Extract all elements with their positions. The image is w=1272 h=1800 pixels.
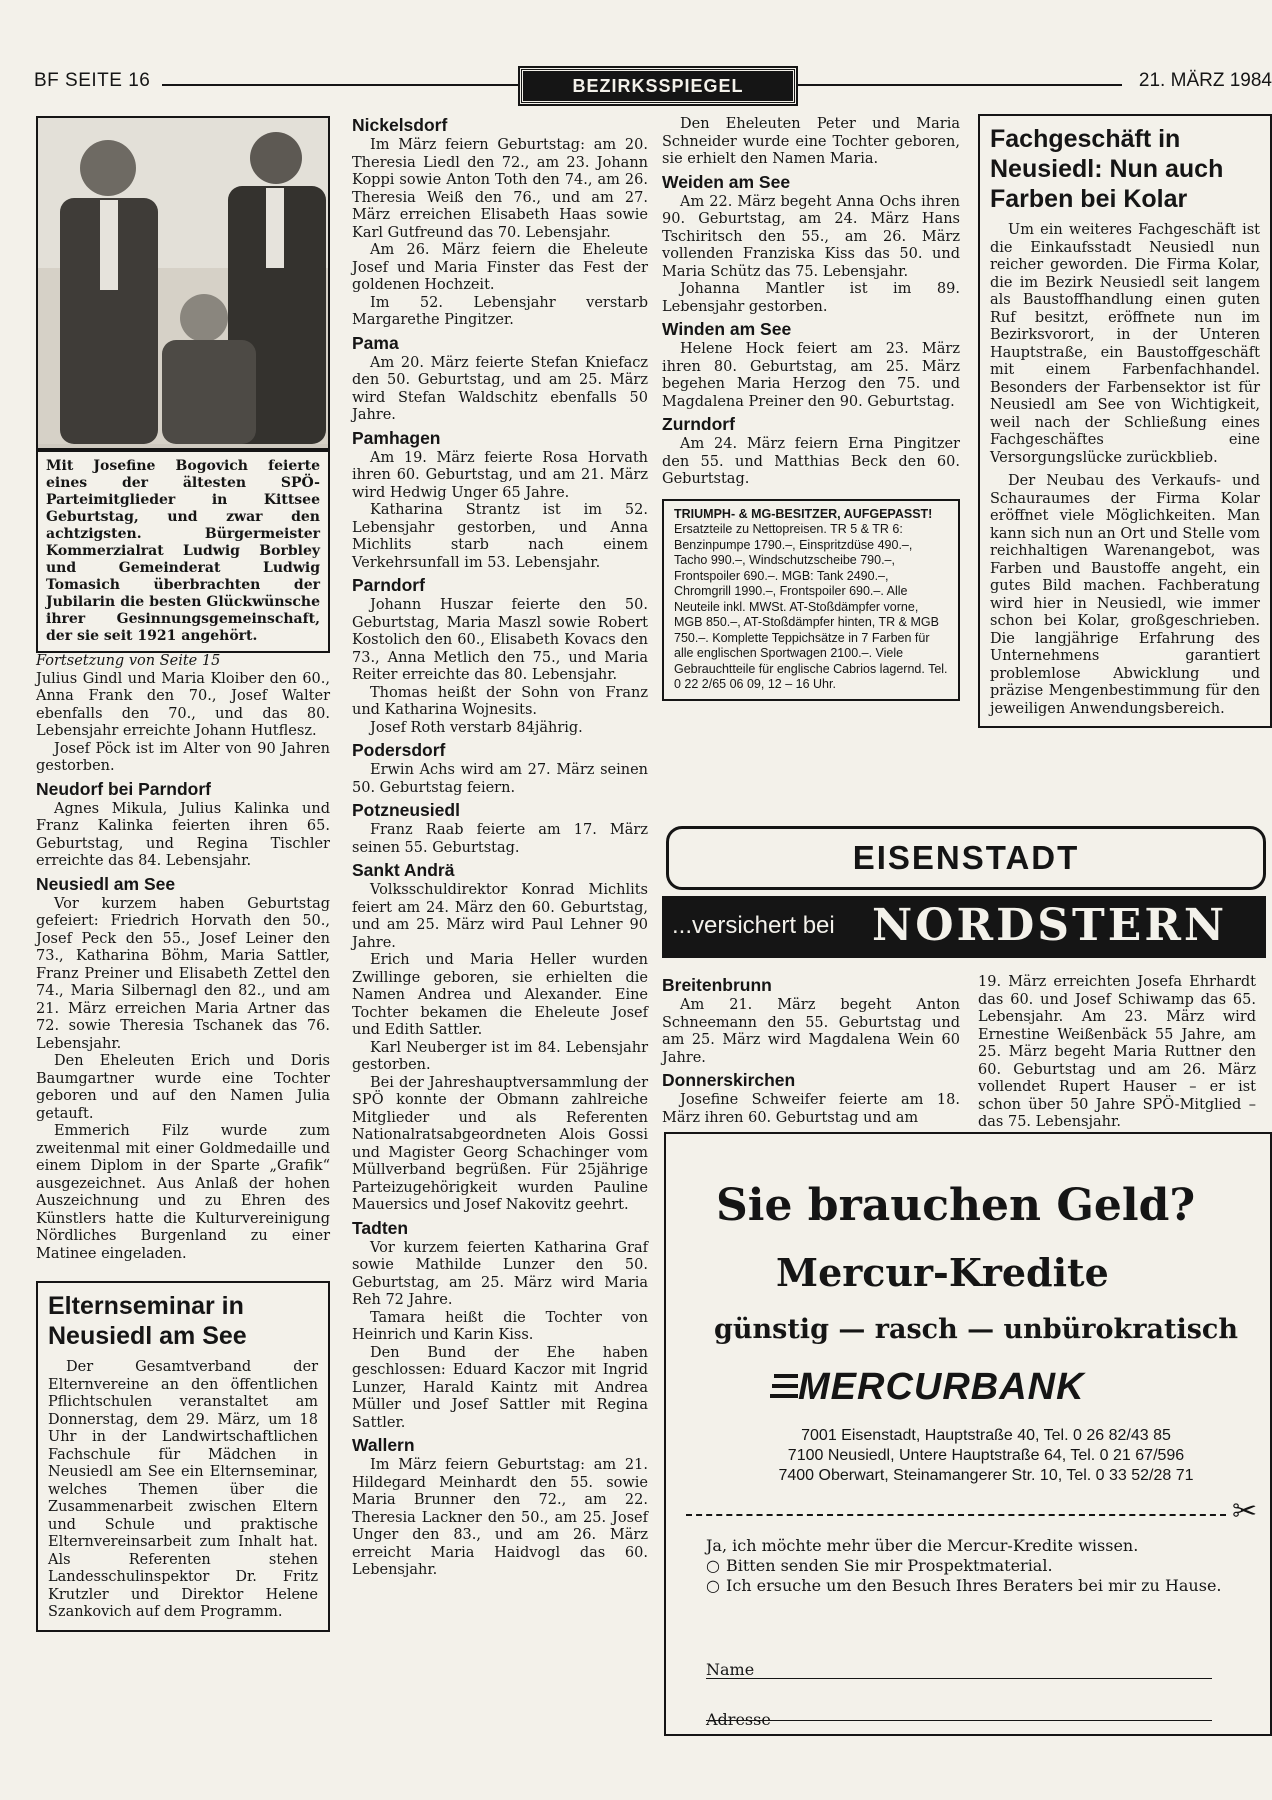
nordstern-brand: NORDSTERN: [872, 900, 1228, 951]
paragraph: Der Neubau des Verkaufs- und Schauraumes der Firma Kolar eröffnet viele Möglichkeiten. Man kann sich nun an Ort und Stelle vom reichhaltigen Warenangebot, was Farben und Baustoffe angeht, ein gutes Bild machen. Fachberatung wird hier in Neusiedl, wie immer schon bei Kolar, großgeschrieben. Die langjährige Erfahrung des Unternehmens garantiert problemlose Abwicklung und präzise Mengenbestimmung für den jeweiligen Anwendungsbereich.: [990, 473, 1260, 717]
paragraph: Josef Pöck ist im Alter von 90 Jahren gestorben.: [36, 740, 330, 774]
paragraph: Julius Gindl und Maria Kloiber den 60., Anna Frank den 70., Josef Walter ebenfalls den 70., und das 80. Lebensjahr erreichte Johann Hutflesz.: [36, 670, 330, 739]
paragraph: Helene Hock feiert am 23. März ihren 80. Geburtstag, am 25. März begehen Maria Herzog den 75. und Magdalena Preiner den 90. Geburtstag.: [662, 341, 960, 410]
issue-date: 21. MÄRZ 1984: [1138, 70, 1272, 91]
address-field[interactable]: Adresse: [706, 1686, 1212, 1721]
paragraph: Thomas heißt der Sohn von Franz und Katharina Wojnesits.: [352, 684, 648, 718]
heading-podersdorf: Podersdorf: [352, 740, 446, 760]
logo-stripe: [774, 1374, 798, 1378]
kolar-article-box: [978, 114, 1272, 728]
paragraph: Tamara heißt die Tochter von Heinrich und Karin Kiss.: [352, 1309, 648, 1343]
column-2: [352, 112, 648, 1580]
photo-image: [38, 118, 328, 444]
header-rule-right: [796, 84, 1122, 86]
heading-donnerskirchen: Donnerskirchen: [662, 1070, 796, 1090]
heading-breitenbrunn: Breitenbrunn: [662, 975, 772, 995]
ad-headline: Sie brauchen Geld?: [716, 1180, 1196, 1231]
paragraph: Katharina Strantz ist im 52. Lebensjahr gestorben, und Anna Michlits starb nach einem Verkehrsunfall im 53. Lebensjahr.: [352, 502, 648, 571]
paragraph: Den Bund der Ehe haben geschlossen: Eduard Kaczor mit Ingrid Lunzer, Harald Kaintz mit Andrea Müller und Josef Sattler mit Regina Sattler.: [352, 1344, 648, 1431]
heading-winden: Winden am See: [662, 319, 792, 339]
box-text: Der Gesamtverband der Elternvereine an den öffentlichen Pflichtschulen veranstaltet am Donnerstag, dem 29. März, um 18 Uhr in der Landwirtschaftlichen Fachschule für Mädchen in Neusiedl am See ein Elternseminar, welches Themen über die Zusammenarbeit zwischen Eltern und Schule und praktische Elternvereinsarbeit zum Inhalt hat. Als Referenten stehen Landesschulinspektor Dr. Fritz Krutzler und Direktor Helene Szankovich auf dem Programm.: [48, 1359, 318, 1620]
header-rule-left: [162, 84, 518, 86]
heading-neudorf: Neudorf bei Parndorf: [36, 778, 212, 799]
paragraph: Den Eheleuten Peter und Maria Schneider wurde eine Tochter geboren, sie erhielt den Namen Maria.: [662, 116, 960, 167]
paragraph: Franz Raab feierte am 17. März seinen 55. Geburtstag.: [352, 822, 648, 856]
scissors-icon: ✂: [1232, 1494, 1258, 1529]
heading-potzneusiedl: Potzneusiedl: [352, 800, 460, 820]
checkbox-circle-icon[interactable]: ○: [706, 1556, 720, 1575]
paragraph: Johann Huszar feierte den 50. Geburtstag, Maria Maszl sowie Robert Kostolich den 60., Elisabeth Kovacs den 73., Anna Metlich den 75., und Maria Reiter erreichte das 80. Lebensjahr.: [352, 597, 648, 683]
classified-ad: [662, 499, 960, 701]
coupon-intro: Ja, ich möchte mehr über die Mercur-Kredite wissen.: [706, 1536, 1139, 1555]
mercur-ad: [664, 1132, 1272, 1736]
checkbox-circle-icon[interactable]: ○: [706, 1576, 720, 1595]
paragraph: Am 20. März feierte Stefan Kniefacz den 50. Geburtstag, und am 25. März wird Stefan Waldschitz ebenfalls 50 Jahre.: [352, 354, 648, 423]
ad-tagline: ...versichert bei: [672, 912, 835, 939]
box-title: Elternseminar in Neusiedl am See: [48, 1292, 247, 1350]
name-field[interactable]: Name: [706, 1654, 1212, 1679]
eisenstadt-banner: EISENSTADT: [666, 826, 1266, 890]
cut-line: [686, 1514, 1226, 1516]
ad-slogan: günstig — rasch — unbürokratisch: [714, 1314, 1238, 1345]
option-label: Ich ersuche um den Besuch Ihres Beraters bei mir zu Hause.: [726, 1576, 1222, 1595]
heading-pamhagen: Pamhagen: [352, 427, 441, 448]
heading-weiden: Weiden am See: [662, 171, 791, 192]
address-neusiedl: 7100 Neusiedl, Untere Hauptstraße 64, Tel. 0 21 67/596: [787, 1447, 1185, 1464]
ad-product: Mercur-Kredite: [776, 1250, 1109, 1295]
paragraph: Am 19. März feierte Rosa Horvath ihren 60. Geburtstag, und am 21. März wird Hedwig Unger 65 Jahre.: [352, 449, 648, 501]
branch-addresses: [726, 1426, 1246, 1486]
column-1: [36, 116, 330, 1632]
heading-nickelsdorf: Nickelsdorf: [352, 115, 448, 135]
paragraph: 19. März erreichten Josefa Ehrhardt das 60. und Josef Schiwamp das 65. Lebensjahr. Am 23. März wird Ernestine Weißenbäck 55 Jahre, am 25. März begeht Maria Ruttner den 60. Geburtstag und am 26. März vollendet Rupert Hauser – er ist schon über 50 Jahre SPÖ-Mitglied – das 75. Lebensjahr.: [978, 974, 1256, 1130]
photo-caption: Mit Josefine Bogovich feierte eines der ältesten SPÖ-Parteimitglieder in Kittsee Geburtstag, und zwar den achtzigsten. Bürgermeister Kommerzialrat Ludwig Borbley und Gemeinderat Ludwig Tomasich überbrachten der Jubilarin die besten Glückwünsche ihrer Gesinnungsgemeinschaft, der sie seit 1921 angehört.: [36, 450, 330, 653]
heading-neusiedl: Neusiedl am See: [36, 873, 176, 894]
paragraph: Karl Neuberger ist im 84. Lebensjahr gestorben.: [352, 1039, 648, 1073]
paragraph: Erich und Maria Heller wurden Zwillinge geboren, sie erhielten die Namen Andrea und Alexander. Eine Tochter bekamen die Eheleute Josef und Edith Sattler.: [352, 952, 648, 1038]
option-prospekt[interactable]: [706, 1556, 1246, 1576]
option-label: Bitten senden Sie mir Prospektmaterial.: [726, 1556, 1053, 1575]
heading-pama: Pama: [352, 332, 399, 353]
paragraph: Emmerich Filz wurde zum zweitenmal mit einer Goldmedaille und einem Diplom in der Sparte „Grafik“ ausgezeichnet. Aus Anlaß der hohen Auszeichnung und zu Ehren des Künstlers hatte die Kulturvereinigung Nördliches Burgenland zu einer Matinee eingeladen.: [36, 1123, 330, 1262]
paragraph: Erwin Achs wird am 27. März seinen 50. Geburtstag feiern.: [352, 762, 648, 796]
page-number: BF SEITE 16: [34, 70, 151, 91]
heading-parndorf: Parndorf: [352, 575, 425, 595]
address-oberwart: 7400 Oberwart, Steinamangerer Str. 10, Tel. 0 33 52/28 71: [778, 1467, 1194, 1484]
paragraph: Agnes Mikula, Julius Kalinka und Franz Kalinka feierten ihren 65. Geburtstag, und Regina Tischler erreichte das 84. Lebensjahr.: [36, 800, 330, 869]
ad-headline: TRIUMPH- & MG-BESITZER, AUFGEPASST!: [674, 506, 933, 521]
paragraph: Josefine Schweifer feierte am 18. März ihren 60. Geburtstag und am: [662, 1092, 960, 1126]
paragraph: Josef Roth verstarb 84jährig.: [370, 719, 583, 736]
news-photo: [36, 116, 330, 450]
paragraph: Im März feiern Geburtstag: am 20. Theresia Liedl den 72., am 23. Johann Koppi sowie Anton Toth den 74., am 26. Theresia Weiß den 76., und am 27. März erreichen Elisabeth Haas sowie Karl Gutfreund das 70. Lebensjahr.: [352, 137, 648, 241]
logo-stripe: [770, 1394, 798, 1398]
paragraph: Bei der Jahreshauptversammlung der SPÖ konnte der Obmann zahlreiche Mitglieder und als Referenten Nationalratsabgeordneten Alois Gossi und Magister Georg Schachinger vom Müllverband begrüßen. Für 25jährige Parteizugehörigkeit wurden Pauline Mauersics und Josef Nakovitz geehrt.: [352, 1074, 648, 1213]
ad-text: Ersatzteile zu Nettopreisen. TR 5 & TR 6: Benzinpumpe 1790.–, Einspritzdüse 490.–, Tacho 990.–, Windschutzscheibe 790.–, Frontspoiler 690.–. MGB: Tank 2490.–, Chromgrill 1990.–, Frontspoiler 690.–. Alle Neuteile inkl. MWSt. AT-Stoßdämpfer vorne, MGB 850.–, AT-Stoßdämpfer hinten, TR & MGB 750.–. Komplette Teppichsätze in 7 Farben für alle englischen Sportwagen 2100.–. Viele Gebrauchtteile für englische Cabrios lagernd. Tel. 0 22 2/65 06 09, 12 – 16 Uhr.: [674, 522, 948, 691]
paragraph: Johanna Mantler ist im 89. Lebensjahr gestorben.: [662, 281, 960, 315]
paragraph: Am 26. März feiern die Eheleute Josef und Maria Finster das Fest der goldenen Hochzeit.: [352, 242, 648, 293]
address-eisenstadt: 7001 Eisenstadt, Hauptstraße 40, Tel. 0 26 82/43 85: [801, 1427, 1171, 1444]
elternseminar-box: [36, 1281, 330, 1632]
heading-wallern: Wallern: [352, 1435, 415, 1455]
paragraph: Um ein weiteres Fachgeschäft ist die Einkaufsstadt Neusiedl nun reicher geworden. Die Firma Kolar, die im Bezirk Neusiedl seit langem als Baustoffhandlung einen guten Ruf besitzt, eröffnete nun im Bezirksvorort, in der Unteren Hauptstraße, ein Baustoffgeschäft mit einem Farbenfachhandel. Besonders der Farbensektor ist für Neusiedl am See von Wichtigkeit, weil nach der Schließung eines Fachgeschäftes eine Versorgungslücke zurückblieb.: [990, 222, 1260, 466]
option-berater[interactable]: [706, 1576, 1246, 1596]
mercurbank-logo: MERCURBANK: [798, 1366, 1085, 1408]
heading-zurndorf: Zurndorf: [662, 414, 735, 434]
heading-sankt-andrae: Sankt Andrä: [352, 860, 455, 880]
heading-tadten: Tadten: [352, 1217, 409, 1238]
paragraph: Am 21. März begeht Anton Schneemann den 55. Geburtstag und am 25. März wird Magdalena Wein 60 Jahre.: [662, 997, 960, 1066]
column-3: [662, 116, 960, 701]
coupon-form: [706, 1536, 1246, 1596]
paragraph: Im März feiern Geburtstag: am 21. Hildegard Meinhardt den 55. sowie Maria Brunner den 72., am 22. Theresia Lackner den 50., am 25. Josef Unger den 83., und am 26. März erreicht Maria Haidvogl das 60. Lebensjahr.: [352, 1457, 648, 1578]
paragraph: Im 52. Lebensjahr verstarb Margarethe Pingitzer.: [352, 294, 648, 328]
paragraph: Am 24. März feiern Erna Pingitzer den 55. und Matthias Beck den 60. Geburtstag.: [662, 436, 960, 487]
paragraph: Am 22. März begeht Anna Ochs ihren 90. Geburtstag, am 24. März Hans Tschiritsch den 55., am 26. März vollenden Franziska Kiss das 50. und Maria Schütz das 75. Lebensjahr.: [662, 193, 960, 280]
continuation-note: Fortsetzung von Seite 15: [36, 653, 221, 669]
column-4-lower: [978, 974, 1256, 1132]
column-3-lower: [662, 972, 960, 1127]
paragraph: Den Eheleuten Erich und Doris Baumgartner wurde eine Tochter geboren und auf den Namen Julia getauft.: [36, 1053, 330, 1122]
article-title: Fachgeschäft in Neusiedl: Nun auch Farben bei Kolar: [990, 125, 1224, 213]
paragraph: Volksschuldirektor Konrad Michlits feiert am 24. März den 60. Geburtstag, und am 25. März wird Paul Lehner 90 Jahre.: [352, 882, 648, 951]
paragraph: Vor kurzem feierten Katharina Graf sowie Mathilde Lunzer den 50. Geburtstag, am 25. März wird Maria Reh 72 Jahre.: [352, 1239, 648, 1308]
logo-stripe: [772, 1384, 798, 1388]
section-title: BEZIRKSSPIEGEL: [520, 68, 796, 104]
nordstern-ad: [662, 896, 1266, 958]
paragraph: Vor kurzem haben Geburtstag gefeiert: Friedrich Horvath den 50., Josef Peck den 55., Josef Leiner den 73., Katharina Böhm, Maria Sattler, Franz Preiner und Elisabeth Zettel den 74., Maria Silbernagl den 82., und am 21. März erreichen Maria Artner das 72. sowie Theresia Tschanek das 76. Lebensjahr.: [36, 895, 330, 1052]
